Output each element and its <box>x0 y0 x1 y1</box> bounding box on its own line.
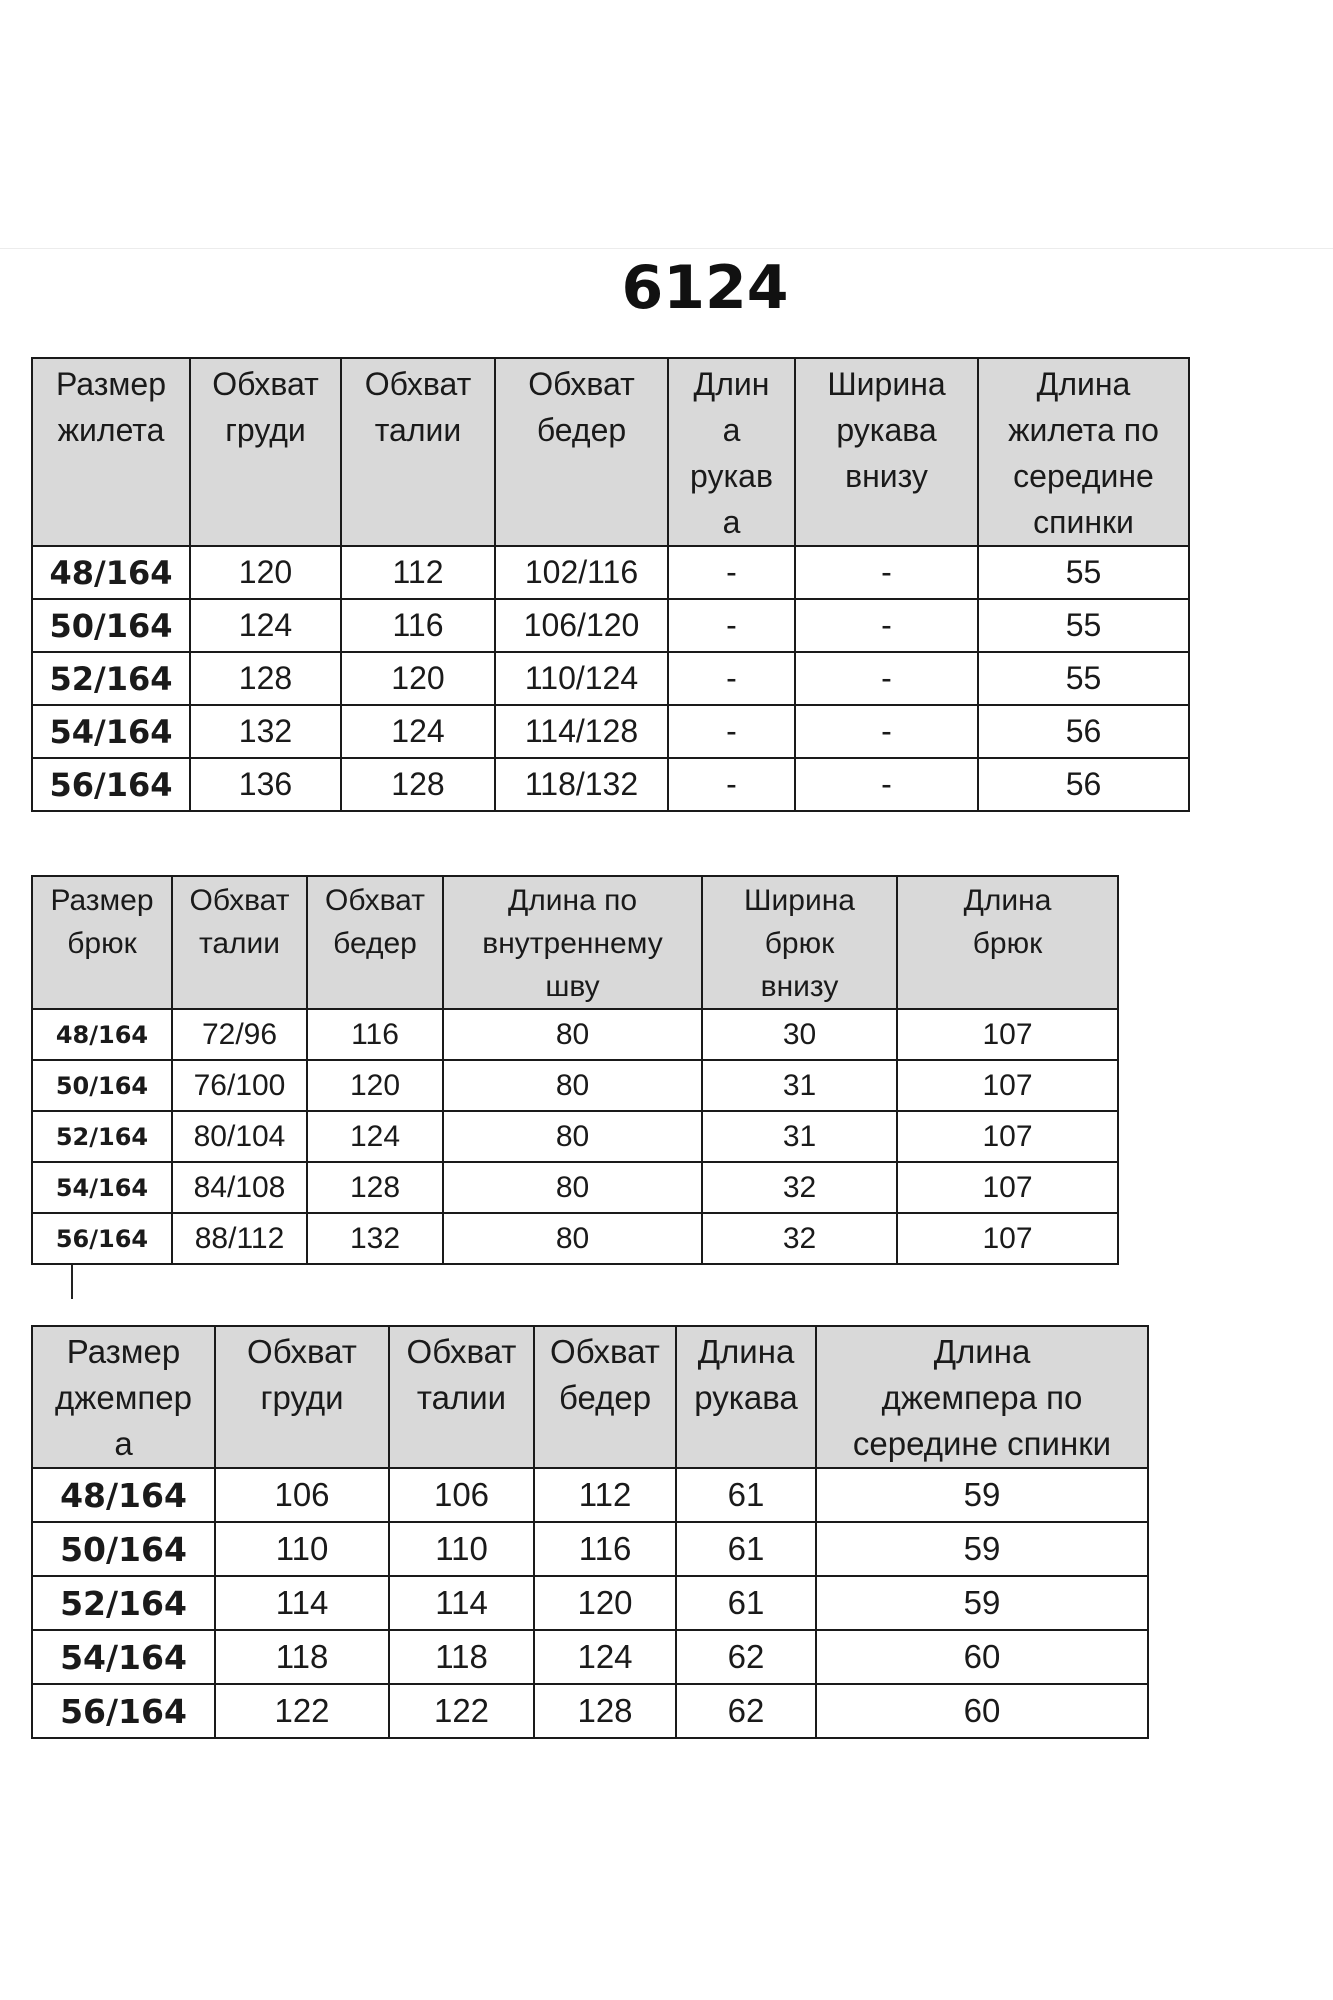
value-cell: 59 <box>816 1468 1148 1522</box>
column-header: Обхват груди <box>215 1326 389 1468</box>
column-header: Размер брюк <box>32 876 172 1009</box>
column-header: Обхват груди <box>190 358 341 546</box>
value-cell: - <box>668 758 795 811</box>
table-row <box>32 1060 1118 1111</box>
value-cell: 132 <box>190 705 341 758</box>
value-cell: 118/132 <box>495 758 668 811</box>
value-cell: 124 <box>190 599 341 652</box>
size-cell: 50/164 <box>32 599 190 652</box>
value-cell: 116 <box>307 1009 443 1060</box>
value-cell: 61 <box>676 1468 816 1522</box>
value-cell: 60 <box>816 1630 1148 1684</box>
value-cell: 84/108 <box>172 1162 307 1213</box>
value-cell: 110 <box>389 1522 534 1576</box>
value-cell: 120 <box>534 1576 676 1630</box>
size-cell: 54/164 <box>32 705 190 758</box>
value-cell: 122 <box>215 1684 389 1738</box>
table-row <box>32 1213 1118 1264</box>
value-cell: 136 <box>190 758 341 811</box>
table-row <box>32 1576 1148 1630</box>
value-cell: 76/100 <box>172 1060 307 1111</box>
value-cell: 80 <box>443 1213 702 1264</box>
value-cell: 30 <box>702 1009 897 1060</box>
value-cell: 120 <box>190 546 341 599</box>
value-cell: 107 <box>897 1009 1118 1060</box>
value-cell: 112 <box>534 1468 676 1522</box>
size-cell: 50/164 <box>32 1060 172 1111</box>
value-cell: - <box>668 705 795 758</box>
value-cell: 106 <box>215 1468 389 1522</box>
value-cell: - <box>668 599 795 652</box>
value-cell: 124 <box>307 1111 443 1162</box>
value-cell: 55 <box>978 652 1189 705</box>
value-cell: 59 <box>816 1576 1148 1630</box>
size-cell: 52/164 <box>32 652 190 705</box>
value-cell: 128 <box>190 652 341 705</box>
value-cell: 62 <box>676 1630 816 1684</box>
table-row <box>32 1009 1118 1060</box>
size-cell: 56/164 <box>32 1684 215 1738</box>
column-header: Размер джемпер а <box>32 1326 215 1468</box>
table-row <box>32 1522 1148 1576</box>
table-row <box>32 652 1189 705</box>
table-row <box>32 1468 1148 1522</box>
jumper-size-table <box>31 1325 1149 1739</box>
header-row <box>32 358 1189 546</box>
size-cell: 54/164 <box>32 1630 215 1684</box>
value-cell: - <box>668 546 795 599</box>
value-cell: 106/120 <box>495 599 668 652</box>
value-cell: 122 <box>389 1684 534 1738</box>
value-cell: 80 <box>443 1162 702 1213</box>
value-cell: - <box>795 546 978 599</box>
value-cell: 55 <box>978 599 1189 652</box>
value-cell: 107 <box>897 1162 1118 1213</box>
value-cell: 107 <box>897 1213 1118 1264</box>
vest-size-table <box>31 357 1190 812</box>
value-cell: 61 <box>676 1576 816 1630</box>
value-cell: - <box>795 652 978 705</box>
value-cell: - <box>795 599 978 652</box>
trousers-size-table <box>31 875 1119 1265</box>
size-cell: 54/164 <box>32 1162 172 1213</box>
value-cell: 72/96 <box>172 1009 307 1060</box>
size-cell: 50/164 <box>32 1522 215 1576</box>
size-cell: 48/164 <box>32 546 190 599</box>
value-cell: 116 <box>534 1522 676 1576</box>
value-cell: 128 <box>307 1162 443 1213</box>
value-cell: 62 <box>676 1684 816 1738</box>
header-row <box>32 1326 1148 1468</box>
value-cell: 88/112 <box>172 1213 307 1264</box>
column-header: Обхват талии <box>172 876 307 1009</box>
value-cell: 107 <box>897 1111 1118 1162</box>
column-header: Ширина брюк внизу <box>702 876 897 1009</box>
column-header: Длина по внутреннему шву <box>443 876 702 1009</box>
top-divider <box>0 248 1333 249</box>
table-row <box>32 1684 1148 1738</box>
size-cell: 52/164 <box>32 1576 215 1630</box>
table-row <box>32 1162 1118 1213</box>
value-cell: 55 <box>978 546 1189 599</box>
value-cell: 56 <box>978 705 1189 758</box>
column-header: Ширина рукава внизу <box>795 358 978 546</box>
value-cell: 114 <box>215 1576 389 1630</box>
size-cell: 56/164 <box>32 758 190 811</box>
value-cell: 124 <box>534 1630 676 1684</box>
column-header: Обхват бедер <box>307 876 443 1009</box>
value-cell: 124 <box>341 705 495 758</box>
value-cell: 110 <box>215 1522 389 1576</box>
value-cell: 80 <box>443 1060 702 1111</box>
value-cell: 56 <box>978 758 1189 811</box>
value-cell: 60 <box>816 1684 1148 1738</box>
table-row <box>32 1630 1148 1684</box>
table-row <box>32 758 1189 811</box>
value-cell: 61 <box>676 1522 816 1576</box>
value-cell: 107 <box>897 1060 1118 1111</box>
value-cell: 32 <box>702 1213 897 1264</box>
column-header: Длин а рукав а <box>668 358 795 546</box>
table-row <box>32 1111 1118 1162</box>
value-cell: 116 <box>341 599 495 652</box>
column-header: Длина джемпера по середине спинки <box>816 1326 1148 1468</box>
value-cell: 114/128 <box>495 705 668 758</box>
value-cell: 102/116 <box>495 546 668 599</box>
value-cell: 118 <box>215 1630 389 1684</box>
size-cell: 52/164 <box>32 1111 172 1162</box>
size-cell: 48/164 <box>32 1468 215 1522</box>
column-header: Обхват талии <box>389 1326 534 1468</box>
value-cell: 120 <box>307 1060 443 1111</box>
value-cell: - <box>668 652 795 705</box>
value-cell: 59 <box>816 1522 1148 1576</box>
table-row <box>32 599 1189 652</box>
document-title: 6124 <box>621 253 789 323</box>
value-cell: 106 <box>389 1468 534 1522</box>
value-cell: 128 <box>341 758 495 811</box>
value-cell: 31 <box>702 1060 897 1111</box>
value-cell: 128 <box>534 1684 676 1738</box>
size-cell: 56/164 <box>32 1213 172 1264</box>
value-cell: 80 <box>443 1111 702 1162</box>
value-cell: 80 <box>443 1009 702 1060</box>
value-cell: 112 <box>341 546 495 599</box>
size-cell: 48/164 <box>32 1009 172 1060</box>
column-header: Размер жилета <box>32 358 190 546</box>
header-row <box>32 876 1118 1009</box>
column-header: Длина брюк <box>897 876 1118 1009</box>
value-cell: 120 <box>341 652 495 705</box>
column-header: Длина рукава <box>676 1326 816 1468</box>
column-header: Длина жилета по середине спинки <box>978 358 1189 546</box>
value-cell: 114 <box>389 1576 534 1630</box>
value-cell: - <box>795 758 978 811</box>
column-header: Обхват бедер <box>495 358 668 546</box>
value-cell: 118 <box>389 1630 534 1684</box>
text-cursor <box>71 1265 73 1299</box>
column-header: Обхват бедер <box>534 1326 676 1468</box>
value-cell: 80/104 <box>172 1111 307 1162</box>
value-cell: 31 <box>702 1111 897 1162</box>
table-row <box>32 546 1189 599</box>
table-row <box>32 705 1189 758</box>
value-cell: 110/124 <box>495 652 668 705</box>
value-cell: 32 <box>702 1162 897 1213</box>
value-cell: - <box>795 705 978 758</box>
column-header: Обхват талии <box>341 358 495 546</box>
value-cell: 132 <box>307 1213 443 1264</box>
